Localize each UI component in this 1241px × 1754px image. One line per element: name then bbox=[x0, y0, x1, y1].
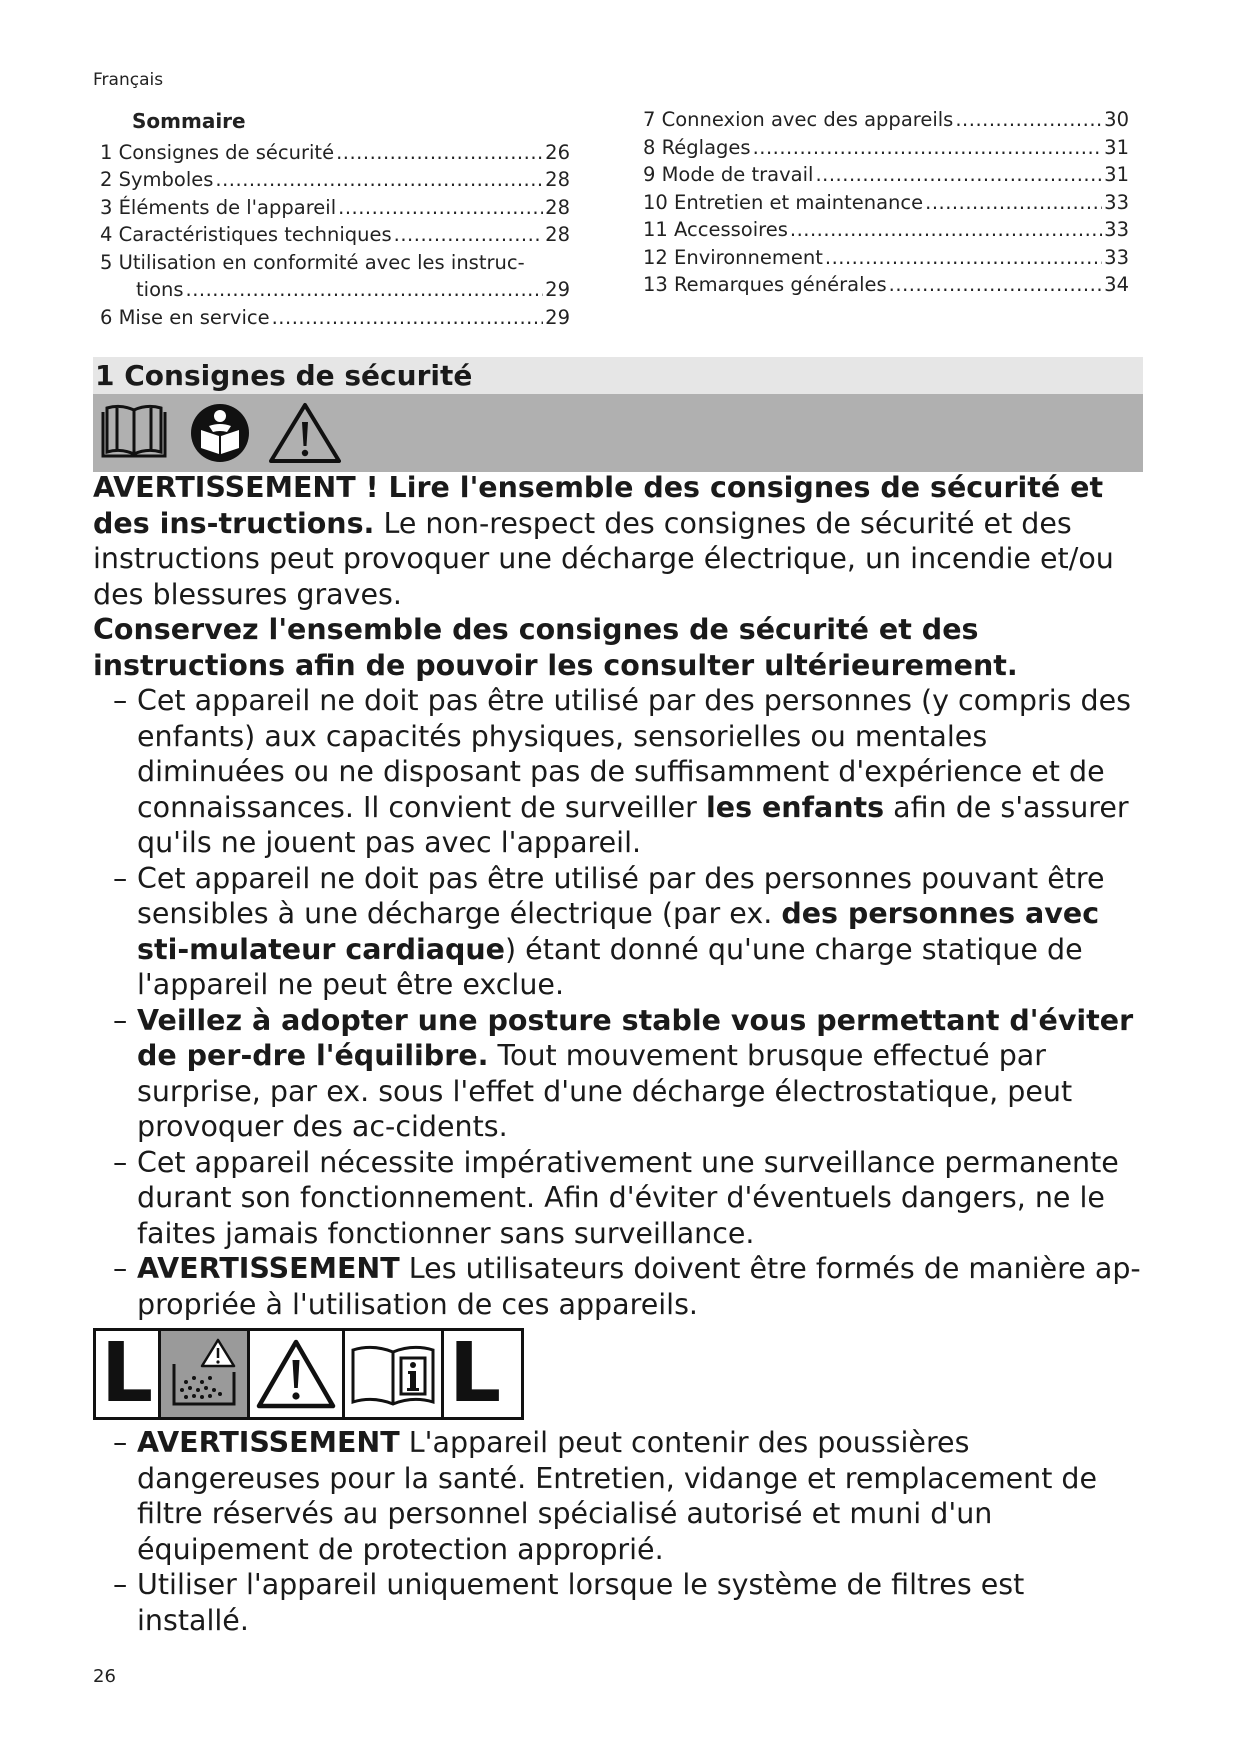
toc-entry-page: 28 bbox=[545, 168, 570, 191]
toc-title: Sommaire bbox=[132, 109, 246, 133]
toc-right-column bbox=[643, 106, 1129, 299]
toc-entry-text: 10 Entretien et maintenance bbox=[643, 190, 924, 214]
warning-triangle-icon bbox=[250, 1331, 345, 1417]
toc-entry-text-line1[interactable]: 5 Utilisation en conformité avec les instruc- bbox=[100, 250, 525, 274]
toc-entry-page: 29 bbox=[545, 278, 570, 301]
toc-entry[interactable] bbox=[100, 276, 570, 304]
dust-class-label bbox=[93, 1328, 524, 1420]
document-language: Français bbox=[93, 70, 164, 90]
toc-entry[interactable] bbox=[100, 221, 570, 249]
dust-hazard-icon bbox=[161, 1331, 250, 1417]
toc-entry[interactable] bbox=[643, 106, 1129, 134]
toc-entry[interactable] bbox=[643, 189, 1129, 217]
list-item: – Veillez à adopter une posture stable vous permettant d'éviter de per-dre l'équilibre. Tout mouvement brusque effectué par surprise, par ex. sous l'effet d'une décharge électrostatique, peut provoquer des ac-cidents. bbox=[113, 1003, 1134, 1143]
section-title: 1 Consignes de sécurité bbox=[95, 359, 473, 392]
manual-info-icon bbox=[345, 1331, 444, 1417]
toc-entry-text: 9 Mode de travail bbox=[643, 163, 814, 186]
toc-entry-text: 8 Réglages bbox=[643, 135, 751, 159]
toc-entry-text: tions bbox=[136, 278, 184, 301]
toc-entry-text: 4 Caractéristiques techniques bbox=[100, 223, 392, 246]
toc-entry[interactable] bbox=[100, 304, 570, 332]
list-item: – Utiliser l'appareil uniquement lorsque le système de filtres est installé. bbox=[113, 1568, 1025, 1637]
toc-entry-page: 29 bbox=[545, 305, 570, 329]
list-item: – Cet appareil ne doit pas être utilisé par des personnes (y compris des enfants) aux capacités physiques, sensorielles ou mentales diminuées ou ne disposant pas de suffisamment d'expérience et de connaissances. Il convient de surveiller les enfants afin de s'assurer qu'ils ne jouent pas avec l'appareil. bbox=[113, 684, 1132, 859]
toc-entry-text: 7 Connexion avec des appareils bbox=[643, 108, 954, 131]
list-item: – Cet appareil ne doit pas être utilisé par des personnes pouvant être sensibles à une décharge électrique (par ex. des personnes avec sti-mulateur cardiaque) étant donné qu'une charge statique de l'appareil ne peut être exclue. bbox=[113, 861, 1105, 1001]
safety-instructions-continued bbox=[93, 1425, 1143, 1638]
toc-entry-page: 28 bbox=[545, 223, 570, 246]
toc-entry-page: 33 bbox=[1104, 218, 1129, 241]
toc-entry-text: 1 Consignes de sécurité bbox=[100, 140, 335, 164]
toc-entry-page: 28 bbox=[545, 195, 570, 219]
warning-paragraph: AVERTISSEMENT ! Lire l'ensemble des consignes de sécurité et des ins-tructions. Le non-respect des consignes de sécurité et des instructions peut provoquer une décharge électrique, un incendie et/ou des blessures graves. bbox=[93, 471, 1114, 611]
toc-entry[interactable] bbox=[100, 139, 570, 167]
list-item: – Cet appareil nécessite impérativement une surveillance permanente durant son fonctionnement. Afin d'éviter d'éventuels dangers, ne le faites jamais fonctionner sans surveillance. bbox=[113, 1145, 1119, 1250]
toc-entry-text: 2 Symboles bbox=[100, 168, 214, 191]
toc-entry-text: 12 Environnement bbox=[643, 245, 823, 269]
safety-icon-band bbox=[93, 394, 1143, 472]
safety-instructions bbox=[93, 470, 1143, 1322]
toc-entry-text: 11 Accessoires bbox=[643, 218, 788, 241]
toc-entry-page: 34 bbox=[1104, 273, 1129, 296]
list-item: – AVERTISSEMENT Les utilisateurs doivent être formés de manière ap-propriée à l'utilisation de ces appareils. bbox=[113, 1252, 1141, 1321]
warning-triangle-icon bbox=[269, 402, 341, 464]
keep-instructions-paragraph: Conservez l'ensemble des consignes de sécurité et des instructions afin de pouvoir les consulter ultérieurement. bbox=[93, 613, 1018, 682]
toc-entry-text: 6 Mise en service bbox=[100, 305, 270, 329]
toc-entry[interactable] bbox=[643, 244, 1129, 272]
toc-entry[interactable] bbox=[100, 166, 570, 194]
toc-entry-page: 30 bbox=[1104, 108, 1129, 131]
toc-entry[interactable] bbox=[643, 271, 1129, 299]
toc-entry[interactable] bbox=[643, 161, 1129, 189]
toc-entry[interactable] bbox=[643, 216, 1129, 244]
toc-entry-page: 33 bbox=[1104, 190, 1129, 214]
toc-entry-page: 31 bbox=[1104, 135, 1129, 159]
read-manual-icon bbox=[189, 402, 251, 464]
dust-bin-icon bbox=[164, 1334, 244, 1414]
dust-class-letter-right: L bbox=[448, 1326, 502, 1421]
manual-book-icon bbox=[99, 402, 169, 462]
section-heading-bar bbox=[93, 357, 1143, 394]
toc-entry-page: 31 bbox=[1104, 163, 1129, 186]
page-number: 26 bbox=[93, 1666, 116, 1687]
toc-entry-text: 13 Remarques générales bbox=[643, 273, 887, 296]
toc-left-column bbox=[100, 108, 570, 331]
dust-class-letter-left: L bbox=[96, 1331, 161, 1417]
toc-entry[interactable] bbox=[100, 194, 570, 222]
toc-entry-page: 26 bbox=[545, 140, 570, 164]
toc-entry-page: 33 bbox=[1104, 245, 1129, 269]
toc-entry-text: 3 Éléments de l'appareil bbox=[100, 195, 337, 219]
toc-entry[interactable] bbox=[643, 134, 1129, 162]
list-item: – AVERTISSEMENT L'appareil peut contenir des poussières dangereuses pour la santé. Entretien, vidange et remplacement de filtre réservés au personnel spécialisé autorisé et muni d'un équipement de protection approprié. bbox=[113, 1426, 1098, 1566]
